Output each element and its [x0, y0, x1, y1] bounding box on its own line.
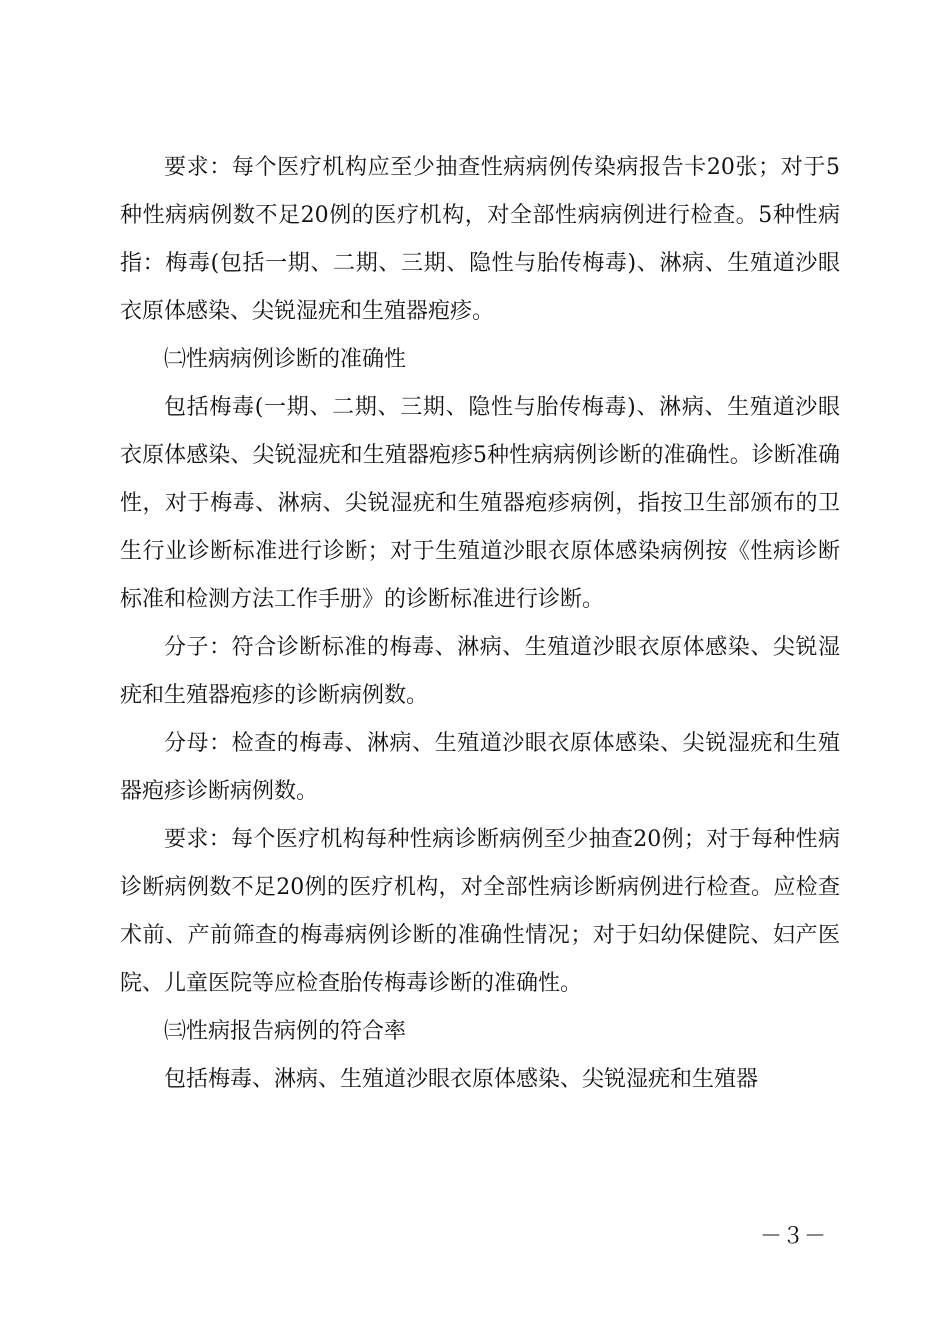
- paragraph-numerator: 分子：符合诊断标准的梅毒、淋病、生殖道沙眼衣原体感染、尖锐湿疣和生殖器疱疹的诊断病例数。: [120, 635, 840, 708]
- paragraph-requirement-diagnosis: 要求：每个医疗机构每种性病诊断病例至少抽查20例；对于每种性病诊断病例数不足20例的医疗机构，对全部性病诊断病例进行检查。应检查术前、产前筛查的梅毒病例诊断的准确性情况；对于妇幼保健院、妇产医院、儿童医院等应检查胎传梅毒诊断的准确性。: [120, 827, 840, 996]
- paragraph-diagnosis-accuracy: 包括梅毒(一期、二期、三期、隐性与胎传梅毒)、淋病、生殖道沙眼衣原体感染、尖锐湿疣和生殖器疱疹5种性病病例诊断的准确性。诊断准确性，对于梅毒、淋病、尖锐湿疣和生殖器疱疹病例，指按卫生部颁布的卫生行业诊断标准进行诊断；对于生殖道沙眼衣原体感染病例按《性病诊断标准和检测方法工作手册》的诊断标准进行诊断。: [120, 395, 840, 612]
- document-body: [120, 144, 840, 1104]
- paragraph-requirement-report-cards: 要求：每个医疗机构应至少抽查性病病例传染病报告卡20张；对于5种性病病例数不足20例的医疗机构，对全部性病病例进行检查。5种性病指：梅毒(包括一期、二期、三期、隐性与胎传梅毒)、淋病、生殖道沙眼衣原体感染、尖锐湿疣和生殖器疱疹。: [120, 155, 840, 324]
- paragraph-report-conformity: 包括梅毒、淋病、生殖道沙眼衣原体感染、尖锐湿疣和生殖器: [164, 1067, 759, 1092]
- section-heading-report-conformity: ㈢性病报告病例的符合率: [164, 1019, 407, 1044]
- paragraph-denominator: 分母：检查的梅毒、淋病、生殖道沙眼衣原体感染、尖锐湿疣和生殖器疱疹诊断病例数。: [120, 731, 840, 804]
- page-number: －３－: [760, 1224, 827, 1249]
- section-heading-diagnosis-accuracy: ㈡性病病例诊断的准确性: [164, 347, 407, 372]
